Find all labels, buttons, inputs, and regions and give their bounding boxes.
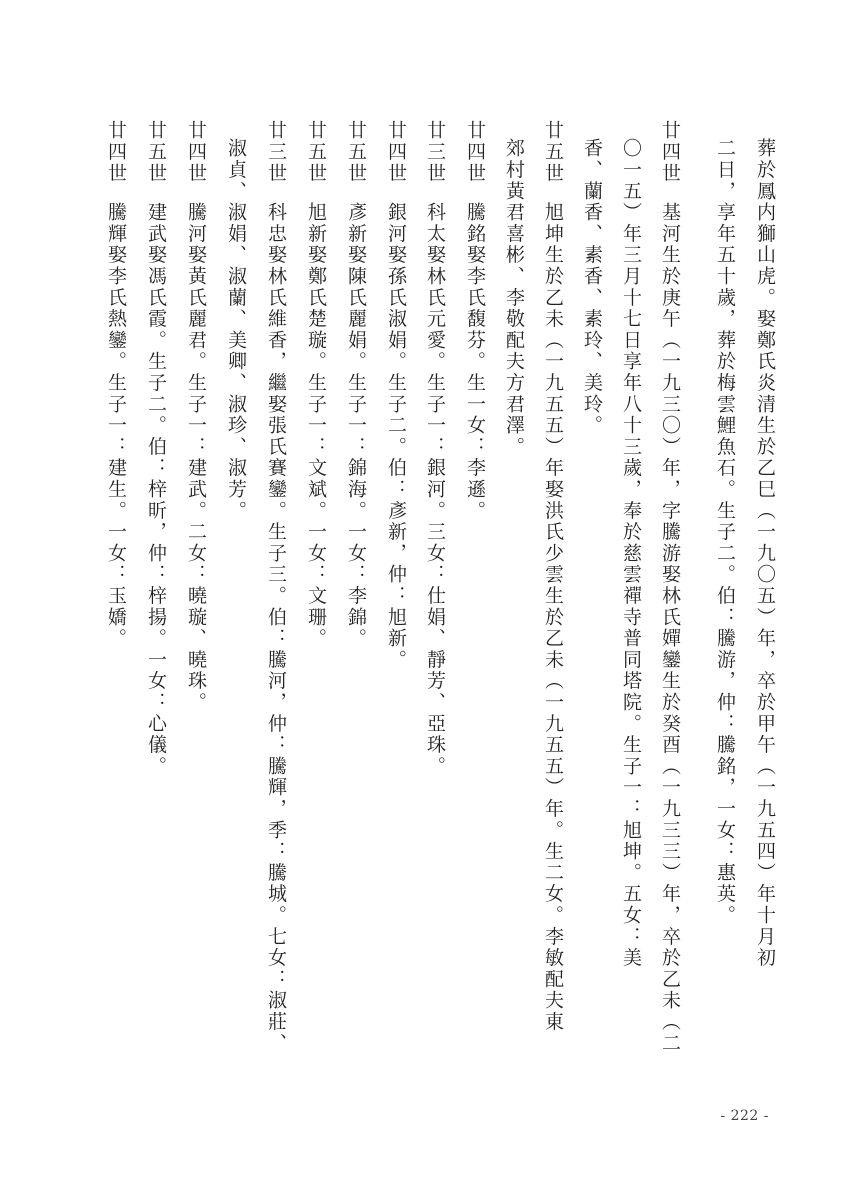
entry-text: 銀河娶孫氏淑娟。生子二。伯：彥新，仲：旭新。: [385, 201, 407, 671]
text-column: [261, 120, 291, 1054]
text-column: [577, 120, 607, 436]
entry-text: 騰輝娶李氏熱鑾。生子一：建生。一女：玉嬌。: [105, 201, 127, 650]
entry-text: 旭新娶鄭氏楚璇。生子一：文斌。一女：文珊。: [305, 201, 327, 650]
entry-text: 淑貞、淑娟、淑蘭、美卿、淑珍、淑芳。: [225, 138, 247, 522]
generation-label: 廿三世: [424, 120, 446, 184]
entry-text: 基河生於庚午（一九三〇）年，字騰游娶林氏嬋鑾生於癸酉（一九三三）年，卒於乙未（二: [659, 201, 681, 1054]
entry-text: 二日，享年五十歲，葬於梅雲鯉魚石。生子二。伯：騰游，仲：騰銘，一女：惠英。: [714, 138, 736, 927]
generation-label: 廿三世: [265, 120, 287, 184]
text-column: [381, 120, 411, 671]
entry-text: 〇一五）年三月十七日享年八十三歲，奉於慈雲禪寺普同塔院。生子一：旭坤。五女：美: [620, 138, 642, 969]
text-column: [141, 120, 171, 777]
entry-text: 郊村黃君喜彬、李敬配夫方君澤。: [503, 138, 525, 458]
text-column: [341, 120, 371, 649]
page-number: - 222 -: [720, 1108, 769, 1124]
text-column: [710, 120, 740, 926]
generation-label: 廿四世: [659, 120, 681, 184]
entry-text: 科忠娶林氏維香，繼娶張氏賽鑾。生子三。伯：騰河，仲：騰輝，季：騰城。七女：淑莊、: [265, 201, 287, 1054]
text-column: [181, 120, 211, 713]
entry-text: 彥新娶陳氏麗娟。生子一：錦海。一女：李錦。: [345, 201, 367, 650]
text-column: [499, 120, 529, 458]
entry-text: 建武娶馮氏霞。生子二。伯：梓昕，仲：梓揚。一女：心儀。: [145, 201, 167, 778]
generation-label: 廿五世: [145, 120, 167, 184]
text-column: [750, 120, 780, 969]
generation-label: 廿五世: [345, 120, 367, 184]
generation-label: 廿四世: [385, 120, 407, 184]
text-column: [538, 120, 568, 1033]
text-column: [301, 120, 331, 649]
generation-label: 廿五世: [305, 120, 327, 184]
generation-label: 廿四世: [464, 120, 486, 184]
text-column: [221, 120, 251, 521]
text-column: [101, 120, 131, 649]
text-column: [616, 120, 646, 969]
entry-text: 香、蘭香、素香、素玲、美玲。: [581, 138, 603, 437]
entry-text: 騰河娶黃氏麗君。生子一：建武。二女：曉璇、曉珠。: [185, 201, 207, 714]
generation-label: 廿四世: [105, 120, 127, 184]
text-column: [460, 120, 490, 521]
entry-text: 騰銘娶李氏馥芬。生一女：李遜。: [464, 201, 486, 522]
generation-label: 廿四世: [185, 120, 207, 184]
text-column: [420, 120, 450, 777]
entry-text: 葬於鳳内獅山虎。娶鄭氏炎清生於乙巳（一九〇五）年，卒於甲午（一九五四）年十月初: [754, 138, 776, 969]
text-column: [655, 120, 685, 1054]
entry-text: 旭坤生於乙未（一九五五）年娶洪氏少雲生於乙未（一九五五）年。生二女。李敏配夫東: [542, 201, 564, 1033]
entry-text: 科太娶林氏元愛。生子一：銀河。三女：仕娟、靜芳、亞珠。: [424, 201, 446, 778]
generation-label: 廿五世: [542, 120, 564, 184]
